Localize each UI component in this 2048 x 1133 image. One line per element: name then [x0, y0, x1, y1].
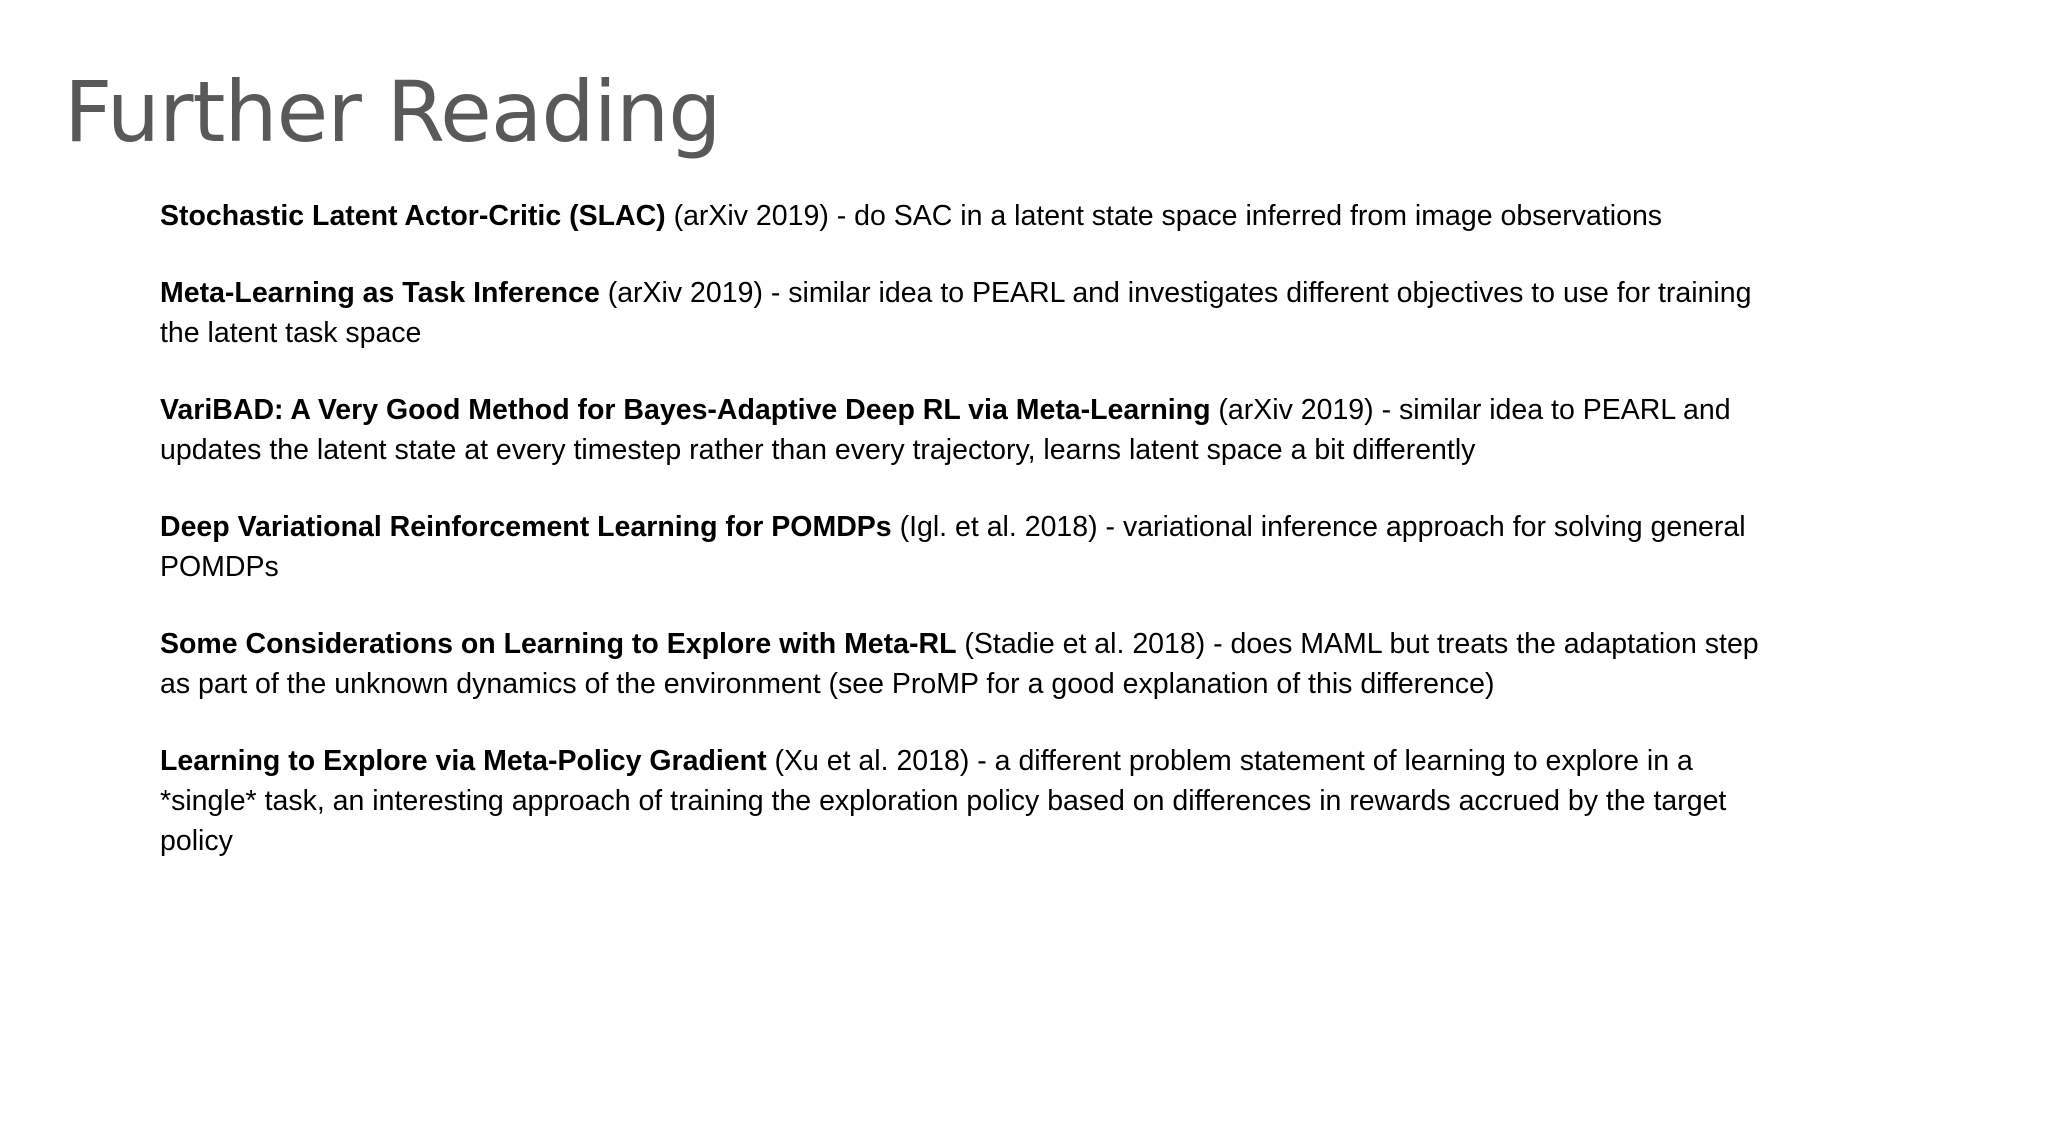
reference-description: (Stadie et al. 2018) - does MAML but treats the adaptation step as part of the unknown dynamics of the environment (see ProMP for a good explanation of this difference): [160, 628, 1759, 700]
reference-description: (arXiv 2019) - do SAC in a latent state space inferred from image observations: [665, 200, 1663, 232]
reference-title: VariBAD: A Very Good Method for Bayes-Adaptive Deep RL via Meta-Learning: [160, 394, 1211, 426]
slide-title: Further Reading: [64, 63, 721, 161]
reading-item-e-maml: [160, 624, 1780, 704]
reference-description: (Xu et al. 2018) - a different problem statement of learning to explore in a *single* task, an interesting approach of training the exploration policy based on differences in rewards accrued by the target policy: [160, 745, 1727, 857]
reading-item-dvrl: [160, 507, 1780, 587]
reading-item-slac: [160, 196, 1780, 236]
reference-title: Learning to Explore via Meta-Policy Gradient: [160, 745, 767, 777]
reading-item-meta-policy-gradient: [160, 741, 1780, 861]
reference-title: Stochastic Latent Actor-Critic (SLAC): [160, 200, 666, 232]
reference-title: Some Considerations on Learning to Explore with Meta-RL: [160, 628, 957, 660]
reading-item-task-inference: [160, 273, 1780, 353]
reference-description: (arXiv 2019) - similar idea to PEARL and investigates different objectives to use for training the latent task space: [160, 277, 1752, 349]
reading-item-varibad: [160, 390, 1780, 470]
reference-description: (arXiv 2019) - similar idea to PEARL and updates the latent state at every timestep rather than every trajectory, learns latent space a bit differently: [160, 394, 1731, 466]
reference-title: Deep Variational Reinforcement Learning for POMDPs: [160, 511, 892, 543]
reference-description: (Igl. et al. 2018) - variational inference approach for solving general POMDPs: [160, 511, 1746, 583]
reference-title: Meta-Learning as Task Inference: [160, 277, 600, 309]
reading-list: [160, 196, 1780, 861]
